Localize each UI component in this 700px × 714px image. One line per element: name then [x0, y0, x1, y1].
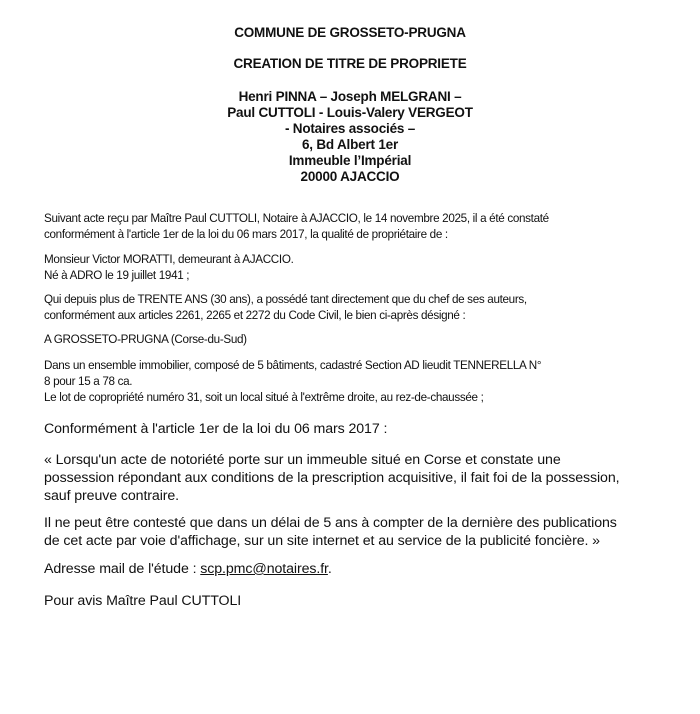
text-line: Suivant acte reçu par Maître Paul CUTTOLI, Notaire à AJACCIO, le 14 novembre 2025, il a été constaté	[44, 211, 549, 225]
text-line: Né à ADRO le 19 juillet 1941 ;	[44, 268, 190, 282]
text-line: Le lot de copropriété numéro 31, soit un local situé à l'extrême droite, au rez-de-chaussée ;	[44, 390, 484, 404]
commune-name: COMMUNE DE GROSSETO-PRUGNA	[234, 25, 466, 40]
text-line: sauf preuve contraire.	[44, 488, 180, 504]
text-line: 8 pour 15 a 78 ca.	[44, 374, 133, 388]
notaries-line: Henri PINNA – Joseph MELGRANI –	[238, 89, 462, 104]
location-paragraph	[44, 331, 247, 347]
intro-paragraph	[44, 210, 549, 242]
email-label: Adresse mail de l'étude :	[44, 561, 201, 577]
law-reference	[44, 420, 387, 438]
quote-paragraph-2	[44, 514, 617, 550]
owner-paragraph	[44, 251, 293, 283]
quote-paragraph-1	[44, 451, 619, 505]
text-line: possession répondant aux conditions de la prescription acquisitive, il fait foi de la possession,	[44, 470, 620, 486]
notaries-subtitle: - Notaires associés –	[284, 121, 416, 136]
notaries-block	[0, 89, 700, 185]
address-street: 6, Bd Albert 1er	[301, 137, 399, 152]
text-line: conformément aux articles 2261, 2265 et 2272 du Code Civil, le bien ci-après désigné :	[44, 308, 466, 322]
text-line: Dans un ensemble immobilier, composé de 5 bâtiments, cadastré Section AD lieudit TENNERELLA N°	[44, 358, 542, 372]
text-line: Il ne peut être contesté que dans un délai de 5 ans à compter de la dernière des publications	[44, 515, 617, 531]
signature-text: Pour avis Maître Paul CUTTOLI	[44, 593, 242, 609]
text-line: Qui depuis plus de TRENTE ANS (30 ans), a possédé tant directement que du chef de ses auteurs,	[44, 292, 527, 306]
email-link[interactable]: scp.pmc@notaires.fr	[200, 561, 328, 577]
text-line: Conformément à l'article 1er de la loi du 06 mars 2017 :	[44, 421, 388, 437]
email-suffix: .	[327, 561, 332, 577]
email-paragraph	[44, 560, 332, 578]
document-title	[0, 56, 700, 72]
text-line: A GROSSETO-PRUGNA (Corse-du-Sud)	[44, 332, 247, 346]
signature-paragraph	[44, 592, 241, 610]
text-line: conformément à l'article 1er de la loi du 06 mars 2017, la qualité de propriétaire de :	[44, 227, 448, 241]
commune-heading	[0, 25, 700, 41]
text-line: « Lorsqu'un acte de notoriété porte sur un immeuble situé en Corse et constate une	[44, 452, 561, 468]
possession-paragraph	[44, 291, 527, 323]
notaries-line: Paul CUTTOLI - Louis-Valery VERGEOT	[227, 105, 473, 120]
title-text: CREATION DE TITRE DE PROPRIETE	[233, 56, 467, 71]
text-line: Monsieur Victor MORATTI, demeurant à AJACCIO.	[44, 252, 294, 266]
address-building: Immeuble l’Impérial	[288, 153, 412, 168]
address-city: 20000 AJACCIO	[300, 169, 400, 184]
property-paragraph	[44, 357, 541, 405]
text-line: de cet acte par voie d'affichage, sur un site internet et au service de la publicité foncière. »	[44, 533, 600, 549]
